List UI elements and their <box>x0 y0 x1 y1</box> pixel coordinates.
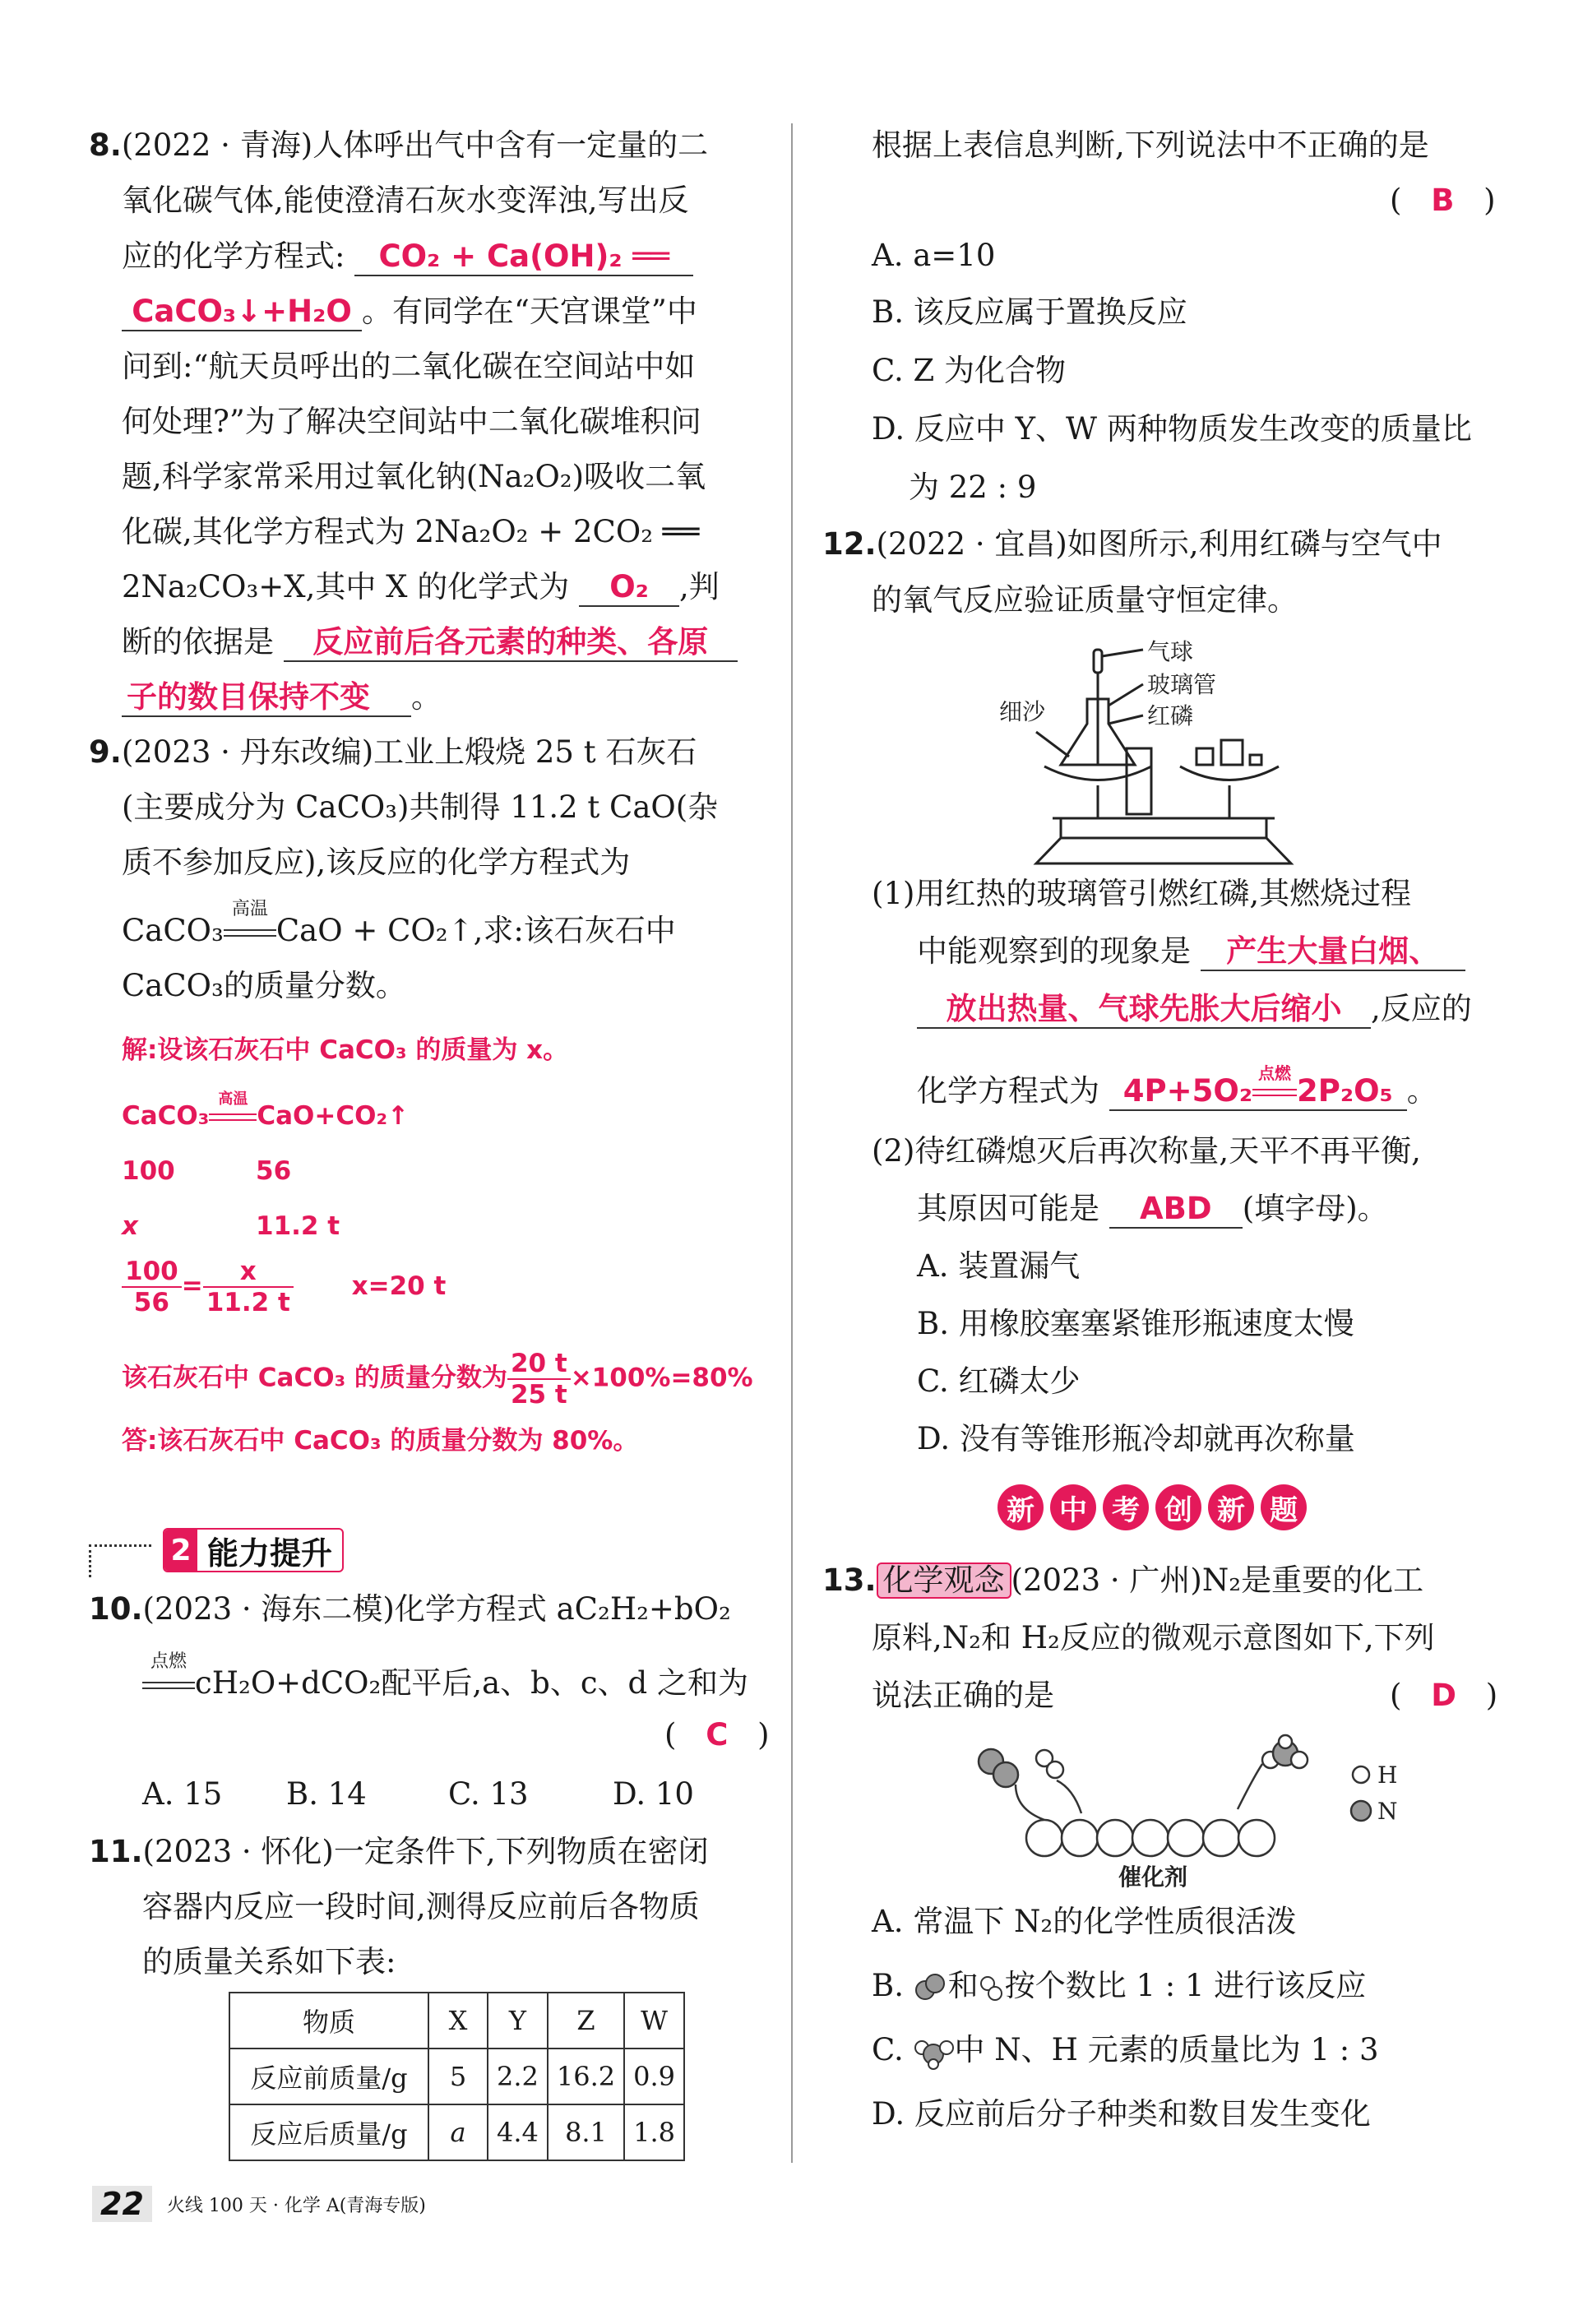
q12-number: 12. <box>822 526 877 562</box>
q13-option-d[interactable]: D. 反应前后分子种类和数目发生变化 <box>872 2096 1371 2132</box>
q8-line4 <box>122 294 697 331</box>
q12-part1-line3 <box>917 991 1472 1029</box>
q9-frac-eq: = <box>181 1271 203 1301</box>
table-row <box>229 2104 684 2160</box>
q12-part1-line1: (1)用红热的玻璃管引燃红磷,其燃烧过程 <box>872 876 1412 911</box>
q12-p1b-text: 中能观察到的现象是 <box>917 933 1191 969</box>
q12-p1d-text: 化学方程式为 <box>917 1073 1099 1109</box>
q13-optc-label: C. <box>872 2032 904 2067</box>
legend-h: H <box>1377 1762 1398 1789</box>
q13-paren-right: ) <box>1485 1678 1498 1713</box>
q10-option-c[interactable]: C. 13 <box>448 1776 529 1812</box>
table-cell: 5 <box>428 2049 488 2104</box>
q12-option-c[interactable]: C. 红磷太少 <box>917 1363 1081 1399</box>
q9-frac2-den: 11.2 t <box>206 1288 290 1317</box>
q10-line1 <box>89 1591 731 1627</box>
banner-char: 创 <box>1155 1484 1201 1530</box>
section-dots-vertical <box>89 1544 91 1577</box>
q13-answer: D <box>1431 1678 1456 1713</box>
new-question-banner <box>997 1484 1307 1530</box>
q9-line5: CaCO₃的质量分数。 <box>122 968 406 1003</box>
section-number: 2 <box>164 1530 197 1571</box>
q9-solution-2 <box>122 1090 410 1134</box>
q9-sol-mass-b: 56 <box>256 1156 292 1186</box>
q10-paren-right: ) <box>757 1717 770 1752</box>
q9-solution-1: 解:设该石灰石中 CaCO₃ 的质量为 x。 <box>122 1035 569 1065</box>
q13-tag: 化学观念 <box>877 1562 1011 1599</box>
q9-sol-eq-left: CaCO₃ <box>122 1101 210 1131</box>
label-sand: 细沙 <box>999 698 1046 725</box>
q13-answer-paren <box>1390 1678 1497 1714</box>
q9-sol6-end: ×100%=80% <box>570 1363 753 1393</box>
n2-molecule-icon <box>914 1972 948 2005</box>
q9-eq-condition: 高温 <box>231 899 268 919</box>
q11-option-a[interactable]: A. a=10 <box>872 238 996 273</box>
label-balloon: 气球 <box>1147 638 1194 665</box>
q9-sol-mass-a: 100 <box>122 1156 175 1186</box>
q12-option-a[interactable]: A. 装置漏气 <box>917 1248 1081 1284</box>
q9-sol-eq-cond: 高温 <box>218 1090 248 1108</box>
q12-part1-line2 <box>917 933 1465 971</box>
footer-book-title: 火线 100 天 · 化学 A(青海专版) <box>166 2195 426 2216</box>
q13-option-b[interactable] <box>872 1968 1366 2005</box>
q11-line1 <box>89 1834 709 1870</box>
q12-answer-1: 产生大量白烟、 <box>1201 933 1465 971</box>
q9-line1 <box>89 734 697 771</box>
q9-sol-eq-right: CaO+CO₂↑ <box>257 1101 410 1131</box>
q10-eq-condition: 点燃 <box>150 1651 187 1672</box>
q8-line4-text: 。有同学在“天宫课堂”中 <box>362 294 697 329</box>
q11-number: 11. <box>89 1834 143 1869</box>
table-header-cell: Y <box>488 1993 548 2049</box>
table-header-cell: 物质 <box>229 1993 428 2049</box>
table-cell: 8.1 <box>548 2104 624 2160</box>
q8-line9-text: 2Na₂CO₃+X,其中 X 的化学式为 <box>122 569 570 604</box>
table-cell: a <box>428 2104 488 2160</box>
q11-paren-left: ( <box>1390 183 1402 218</box>
q13-option-c[interactable] <box>872 2032 1379 2069</box>
q12-eq-arrow <box>1252 1063 1297 1109</box>
q11-option-d-line1[interactable]: D. 反应中 Y、W 两种物质发生改变的质量比 <box>872 411 1472 447</box>
q8-answer-3: O₂ <box>579 569 679 607</box>
q13-line1 <box>822 1562 1423 1599</box>
section-title: 能力提升 <box>207 1535 333 1572</box>
reaction-micro-diagram <box>966 1735 1427 1891</box>
table-cell: 2.2 <box>488 2049 548 2104</box>
q11-continued: 根据上表信息判断,下列说法中不正确的是 <box>872 127 1429 163</box>
legend-n: N <box>1377 1798 1398 1825</box>
q9-sol-var-b: 11.2 t <box>256 1211 340 1241</box>
q10-number: 10. <box>89 1591 143 1627</box>
q8-line2: 氧化碳气体,能使澄清石灰水变浑浊,写出反 <box>122 183 689 218</box>
banner-char: 题 <box>1261 1484 1307 1530</box>
q11-text: (2023 · 怀化)一定条件下,下列物质在密闭 <box>142 1834 709 1869</box>
q10-eq-arrow <box>142 1651 195 1701</box>
q8-answer-1: CO₂ + Ca(OH)₂ ══ <box>354 238 693 276</box>
q8-line1 <box>89 127 708 164</box>
q13-option-a[interactable]: A. 常温下 N₂的化学性质很活泼 <box>872 1904 1297 1939</box>
q8-answer-2: CaCO₃↓+H₂O <box>122 294 362 331</box>
q12-line1 <box>822 526 1442 562</box>
q9-solution-6 <box>122 1349 753 1410</box>
table-cell: 反应后质量/g <box>229 2104 428 2160</box>
catalyst-label: 催化剂 <box>1118 1863 1188 1891</box>
page-footer <box>92 2186 426 2222</box>
banner-char: 新 <box>997 1484 1044 1530</box>
q10-line2 <box>142 1651 748 1701</box>
q8-line9 <box>122 569 720 607</box>
q9-eq-left: CaCO₃ <box>122 913 224 948</box>
q13-number: 13. <box>822 1562 877 1598</box>
table-header-cell: Z <box>548 1993 624 2049</box>
banner-char: 新 <box>1208 1484 1254 1530</box>
q11-answer-paren <box>1390 183 1496 219</box>
q8-line11 <box>122 679 442 717</box>
label-red-phosphorus: 红磷 <box>1147 702 1194 729</box>
q9-line3: 质不参加反应),该反应的化学方程式为 <box>122 845 631 880</box>
page-number: 22 <box>92 2186 152 2222</box>
q9-frac1-num: 100 <box>122 1257 182 1288</box>
q12-eq-right: 2P₂O₅ <box>1297 1073 1393 1109</box>
q8-line11-end: 。 <box>411 679 442 715</box>
q11-paren-right: ) <box>1483 183 1496 218</box>
q11-table <box>229 1992 685 2161</box>
q8-answer-4: 反应前后各元素的种类、各原 <box>284 624 738 662</box>
table-cell: 0.9 <box>624 2049 684 2104</box>
q12-part2-line1: (2)待红磷熄灭后再次称量,天平不再平衡, <box>872 1133 1421 1169</box>
q12-line2: 的氧气反应验证质量守恒定律。 <box>872 582 1298 618</box>
q10-option-d[interactable]: D. 10 <box>613 1776 694 1812</box>
q9-frac-2 <box>203 1257 294 1317</box>
q9-sol6-text: 该石灰石中 CaCO₃ 的质量分数为 <box>122 1363 507 1393</box>
q10-answer: C <box>706 1717 729 1752</box>
section-banner <box>163 1528 344 1572</box>
q8-line10-text: 断的依据是 <box>122 624 274 660</box>
q12-part1-line4 <box>917 1063 1437 1111</box>
q8-text: (2022 · 青海)人体呼出气中含有一定量的二 <box>121 127 709 163</box>
q12-option-b[interactable]: B. 用橡胶塞塞紧锥形瓶速度太慢 <box>917 1306 1354 1341</box>
q13-optb-and: 和 <box>947 1968 979 2003</box>
q13-paren-left: ( <box>1390 1678 1402 1713</box>
table-cell: 4.4 <box>488 2104 548 2160</box>
q12-p2b-text: 其原因可能是 <box>917 1191 1099 1226</box>
q12-eq-left: 4P+5O₂ <box>1122 1073 1253 1109</box>
balloon-shape <box>1094 650 1102 673</box>
q8-line10 <box>122 624 738 662</box>
q8-answer-5: 子的数目保持不变 <box>122 679 411 717</box>
q8-line3 <box>122 238 693 276</box>
q13-optb-text: 按个数比 1 : 1 进行该反应 <box>1004 1968 1367 2003</box>
q9-sol-eq-arrow <box>209 1090 257 1134</box>
q10-line2-text: cH₂O+dCO₂配平后,a、b、c、d 之和为 <box>195 1665 748 1701</box>
banner-char: 中 <box>1050 1484 1096 1530</box>
column-divider <box>791 123 793 2163</box>
q12-p1c-text: ,反应的 <box>1371 991 1472 1026</box>
q13-text: (2023 · 广州)N₂是重要的化工 <box>1011 1562 1424 1598</box>
q12-part2-line2 <box>917 1191 1388 1229</box>
q10-option-b[interactable]: B. 14 <box>286 1776 367 1812</box>
q8-line7: 题,科学家常采用过氧化钠(Na₂O₂)吸收二氧 <box>122 459 706 494</box>
h2-molecule-icon <box>979 1972 1005 2005</box>
nh3-molecule-icon <box>914 2036 955 2069</box>
q8-number: 8. <box>89 127 122 163</box>
q9-frac3-den: 25 t <box>510 1380 567 1410</box>
q9-frac1-den: 56 <box>133 1288 169 1317</box>
q12-answer-2: 放出热量、气球先胀大后缩小 <box>917 991 1371 1029</box>
q12-eq-cond: 点燃 <box>1258 1063 1292 1083</box>
q13-line2: 原料,N₂和 H₂反应的微观示意图如下,下列 <box>872 1620 1435 1655</box>
q8-line8: 化碳,其化学方程式为 2Na₂O₂ + 2CO₂ ══ <box>122 514 700 549</box>
label-glass-tube: 玻璃管 <box>1147 671 1217 698</box>
table-cell: 16.2 <box>548 2049 624 2104</box>
q9-sol-result: x=20 t <box>351 1271 447 1301</box>
q11-line3: 的质量关系如下表: <box>142 1944 396 1979</box>
q12-p2c-text: (填字母)。 <box>1242 1191 1388 1226</box>
q10-paren-left: ( <box>664 1717 677 1752</box>
q9-eq-right: CaO + CO₂↑,求:该石灰石中 <box>275 913 676 948</box>
q9-frac3-num: 20 t <box>507 1349 571 1380</box>
q10-text: (2023 · 海东二模)化学方程式 aC₂H₂+bO₂ <box>142 1591 731 1627</box>
q11-option-b[interactable]: B. 该反应属于置换反应 <box>872 294 1187 330</box>
q12-answer-3 <box>1109 1063 1407 1111</box>
banner-char: 考 <box>1103 1484 1149 1530</box>
q11-line2: 容器内反应一段时间,测得反应前后各物质 <box>142 1889 700 1924</box>
q9-line2: (主要成分为 CaCO₃)共制得 11.2 t CaO(杂 <box>122 789 719 825</box>
q9-equation <box>122 899 676 949</box>
table-cell: 反应前质量/g <box>229 2049 428 2104</box>
q9-sol-var-a: x <box>122 1211 138 1241</box>
table-header-cell: X <box>428 1993 488 2049</box>
q12-p1e-text: 。 <box>1406 1073 1437 1109</box>
table-row <box>229 1993 684 2049</box>
q9-text: (2023 · 丹东改编)工业上煅烧 25 t 石灰石 <box>121 734 697 770</box>
section-dots-horizontal <box>89 1544 151 1547</box>
q9-frac2-num: x <box>203 1257 294 1288</box>
q9-eq-arrow <box>224 899 276 949</box>
table-cell: 1.8 <box>624 2104 684 2160</box>
q12-text: (2022 · 宜昌)如图所示,利用红磷与空气中 <box>876 526 1442 562</box>
q9-frac-1 <box>122 1257 182 1317</box>
q9-solution-answer: 答:该石灰石中 CaCO₃ 的质量分数为 80%。 <box>122 1426 639 1456</box>
q11-answer: B <box>1431 183 1455 218</box>
q13-optb-label: B. <box>872 1968 904 2003</box>
balance-diagram <box>999 638 1316 863</box>
q9-number: 9. <box>89 734 122 770</box>
q10-option-a[interactable]: A. 15 <box>142 1776 223 1812</box>
table-header-cell: W <box>624 1993 684 2049</box>
q9-frac-3 <box>507 1349 571 1410</box>
q10-answer-paren <box>664 1717 770 1753</box>
table-row <box>229 2049 684 2104</box>
q13-line3: 说法正确的是 <box>872 1678 1054 1713</box>
q9-solution-proportion <box>122 1257 446 1317</box>
q8-line9-end: ,判 <box>679 569 720 604</box>
q12-answer-4: ABD <box>1109 1191 1243 1229</box>
q8-line6: 何处理?”为了解决空间站中二氧化碳堆积问 <box>122 404 701 439</box>
q11-option-d-line2: 为 22 : 9 <box>909 470 1037 505</box>
q13-optc-text: 中 N、H 元素的质量比为 1 : 3 <box>954 2032 1379 2067</box>
q12-option-d[interactable]: D. 没有等锥形瓶冷却就再次称量 <box>917 1421 1355 1456</box>
q8-line5: 问到:“航天员呼出的二氧化碳在空间站中如 <box>122 349 696 384</box>
q11-option-c[interactable]: C. Z 为化合物 <box>872 353 1066 388</box>
q8-line3-text: 应的化学方程式: <box>122 238 345 274</box>
